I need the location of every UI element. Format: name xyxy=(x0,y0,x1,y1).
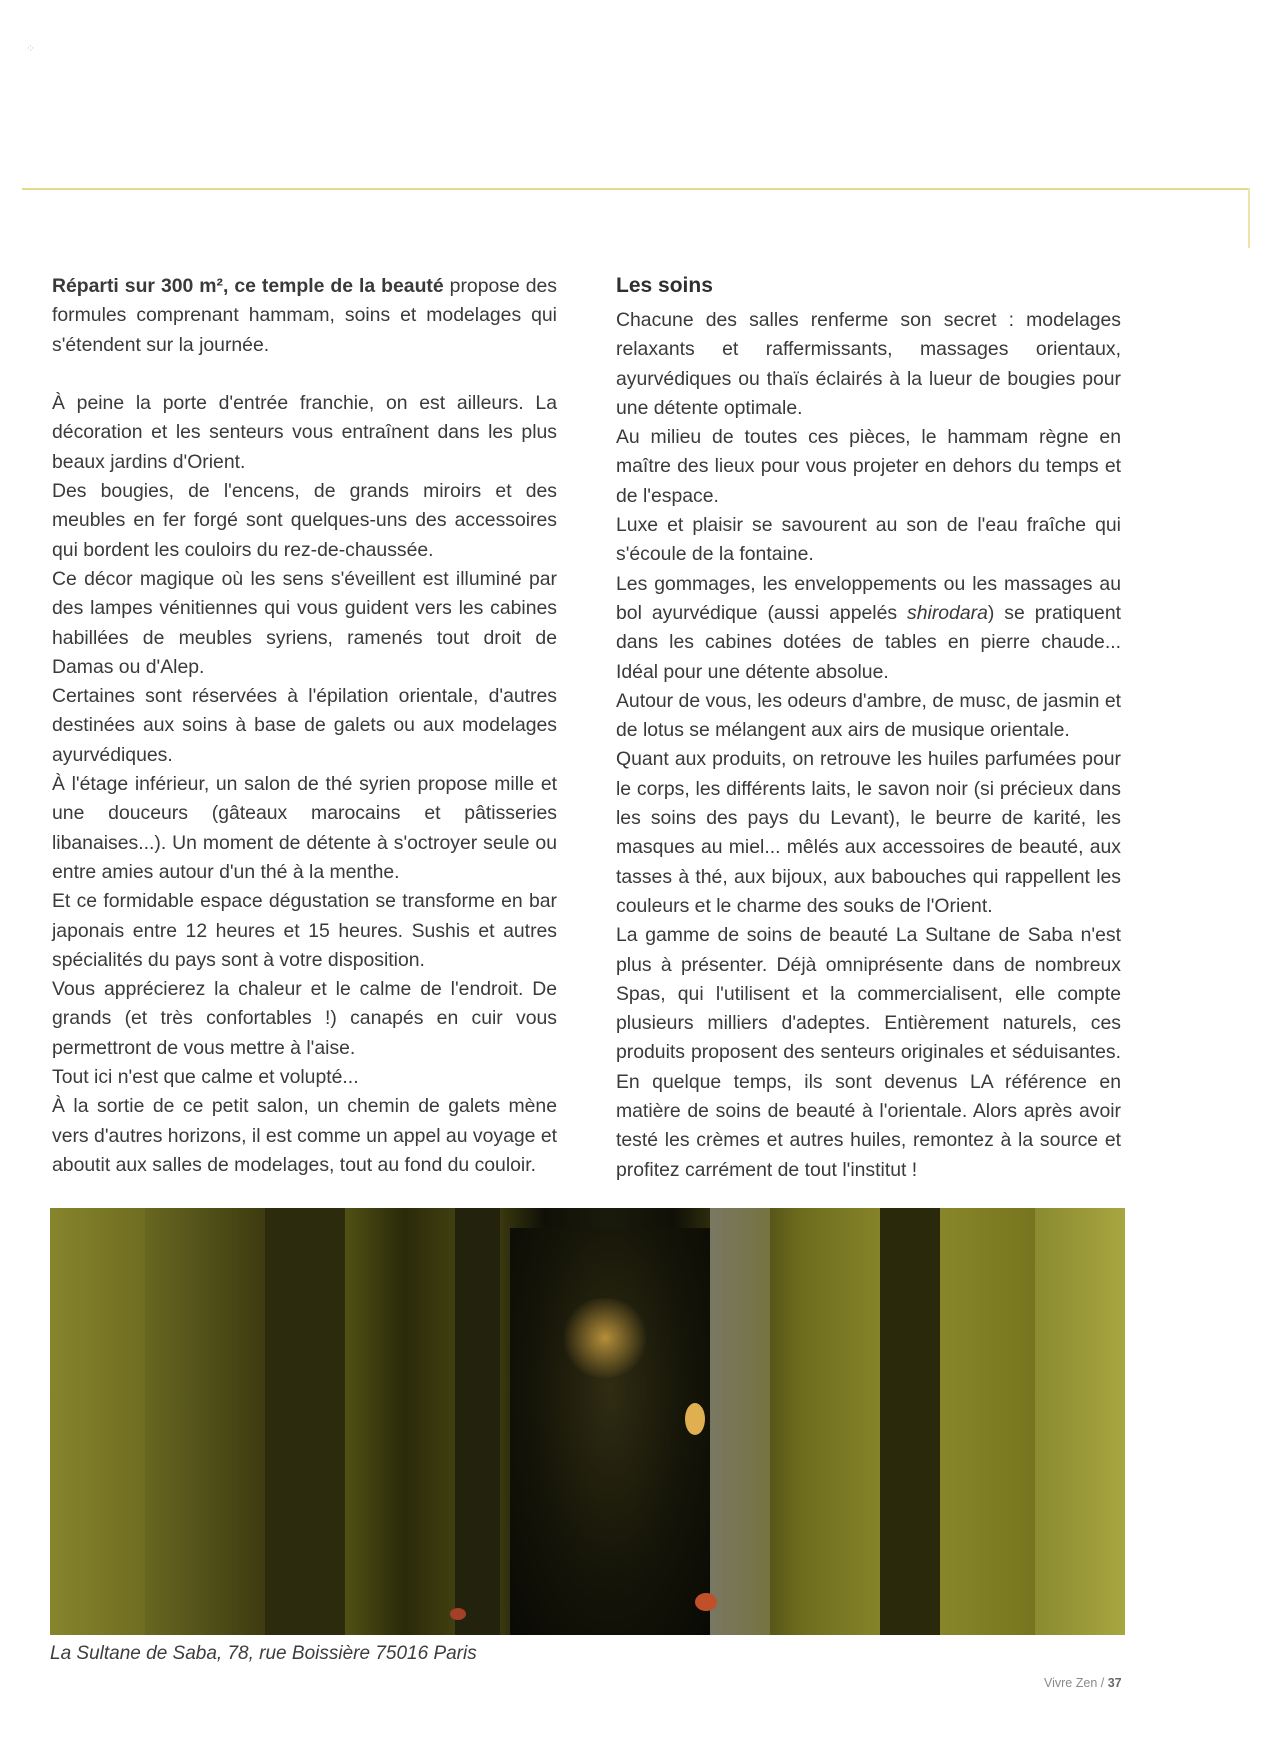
header-rule xyxy=(22,188,1250,190)
body-paragraph: Et ce formidable espace dégustation se transforme en bar japonais entre 12 heures et 15 heures. Sushis et autres spécialités du pays sont à votre disposition. xyxy=(52,890,557,971)
body-paragraph: À l'étage inférieur, un salon de thé syrien propose mille et une douceurs (gâteaux marocains et pâtisseries libanaises...). Un moment de détente à s'octroyer seule ou entre amies autour d'un thé à la menthe. xyxy=(52,773,557,883)
body-paragraph: La gamme de soins de beauté La Sultane de Saba n'est plus à présenter. Déjà omniprésente dans de nombreux Spas, qui l'utilisent et la commercialisent, elle compte plusieurs milliers d'adeptes. Entièrement naturels, ces produits proposent des senteurs originales et séduisantes. En quelque temps, ils sont devenus LA référence en matière de soins de beauté à l'orientale. Alors après avoir testé les crèmes et autres huiles, remontez à la source et profitez carrément de tout l'institut ! xyxy=(616,924,1121,1181)
body-paragraph: Tout ici n'est que calme et volupté... xyxy=(52,1066,359,1089)
photo-candle xyxy=(450,1608,466,1620)
left-column xyxy=(52,272,557,1180)
page-folio xyxy=(1044,1676,1122,1690)
gommages-text-after: ) se pratiquent dans les cabines dotées de tables en pierre chaude... Idéal pour une détente absolue. xyxy=(616,601,1121,683)
lead-paragraph xyxy=(52,272,557,360)
section-heading: Les soins xyxy=(616,274,713,297)
photo-curtain-left xyxy=(50,1208,145,1635)
lead-bold: Réparti sur 300 m², ce temple de la beauté xyxy=(52,275,444,297)
photo-door-frame xyxy=(455,1208,500,1635)
gommages-italic-term: shirodara xyxy=(907,601,988,624)
photo-caption: La Sultane de Saba, 78, rue Boissière 75016 Paris xyxy=(50,1643,477,1664)
body-paragraph: Autour de vous, les odeurs d'ambre, de musc, de jasmin et de lotus se mélangent aux airs de musique orientale. xyxy=(616,689,1121,742)
body-paragraph: À la sortie de ce petit salon, un chemin de galets mène vers d'autres horizons, il est comme un appel au voyage et aboutit aux salles de modelages, tout au fond du couloir. xyxy=(52,1095,557,1176)
page-number: 37 xyxy=(1107,1676,1122,1690)
body-paragraph: Au milieu de toutes ces pièces, le hammam règne en maître des lieux pour vous projeter en dehors du temps et de l'espace. xyxy=(616,426,1121,507)
body-paragraph: Des bougies, de l'encens, de grands miroirs et des meubles en fer forgé sont quelques-uns des accessoires qui bordent les couloirs du rez-de-chaussée. xyxy=(52,480,557,561)
paragraph-gap xyxy=(52,360,557,389)
body-paragraph: Quant aux produits, on retrouve les huiles parfumées pour le corps, les différents laits, le savon noir (si précieux dans les soins des pays du Levant), le beurre de karité, les masques au miel... mêlés aux accessoires de beauté, aux tasses à thé, aux bijoux, aux babouches qui rappellent les couleurs et le charme des souks de l'Orient. xyxy=(616,748,1121,917)
gommages-text-before: Les gommages, les enveloppements ou les massages au bol ayurvédique (aussi appelés xyxy=(616,572,1121,624)
photo-shadow-panel xyxy=(265,1208,345,1635)
body-paragraph-gommages xyxy=(616,570,1121,687)
body-paragraph: Luxe et plaisir se savourent au son de l'eau fraîche qui s'écoule de la fontaine. xyxy=(616,514,1121,566)
body-paragraph: Certaines sont réservées à l'épilation orientale, d'autres destinées aux soins à base de galets ou aux modelages ayurvédiques. xyxy=(52,685,557,766)
corridor-photo xyxy=(50,1208,1125,1635)
photo-dark-door xyxy=(880,1208,940,1635)
header-rule-edge xyxy=(1248,188,1250,248)
photo-corridor xyxy=(510,1228,710,1635)
body-paragraph: Vous apprécierez la chaleur et le calme de l'endroit. De grands (et très confortables !) canapés en cuir vous permettront de vous mettre à l'aise. xyxy=(52,978,557,1059)
photo-curtain-right xyxy=(1035,1208,1125,1635)
photo-lantern xyxy=(685,1403,705,1435)
body-paragraph: À peine la porte d'entrée franchie, on est ailleurs. La décoration et les senteurs vous entraînent dans les plus beaux jardins d'Orient. xyxy=(52,392,557,473)
body-paragraph: Chacune des salles renferme son secret : modelages relaxants et raffermissants, massages orientaux, ayurvédiques ou thaïs éclairés à la lueur de bougies pour une détente optimale. xyxy=(616,309,1121,419)
photo-open-door xyxy=(710,1208,770,1635)
photo-candle xyxy=(695,1593,717,1611)
right-column xyxy=(616,272,1121,1185)
magazine-name: Vivre Zen / xyxy=(1044,1676,1105,1690)
body-paragraph: Ce décor magique où les sens s'éveillent est illuminé par des lampes vénitiennes qui vous guident vers les cabines habillées de meubles syriens, ramenés tout droit de Damas ou d'Alep. xyxy=(52,567,557,678)
scan-speck: ⁘ xyxy=(26,43,36,55)
lead-rest: propose des formules comprenant hammam, soins et modelages qui s'étendent sur la journée. xyxy=(52,275,557,356)
photo-lamp-glow xyxy=(560,1298,650,1378)
